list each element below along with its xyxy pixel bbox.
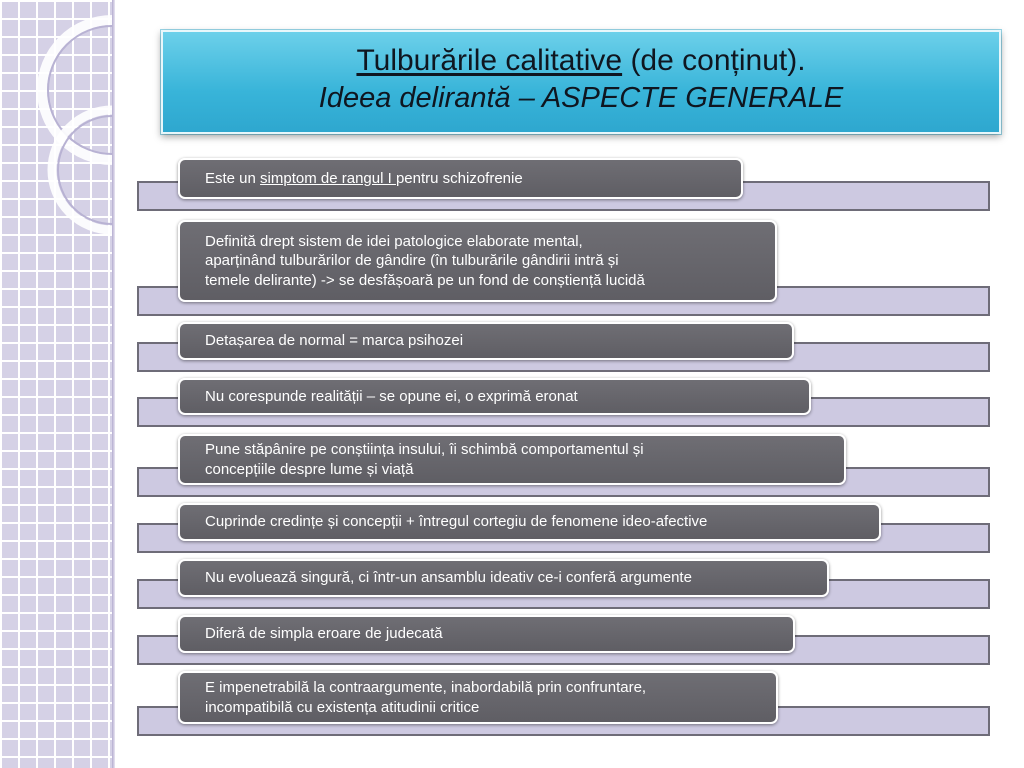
list-item-text: Nu corespunde realității – se opune ei, o exprimă eronat bbox=[205, 387, 578, 405]
list-item-link[interactable]: simptom de rangul I bbox=[260, 169, 396, 187]
list-item bbox=[178, 671, 778, 724]
list-item bbox=[178, 378, 811, 415]
title-rest-part: (de conținut). bbox=[622, 44, 806, 77]
list-item-text: Detașarea de normal = marca psihozei bbox=[205, 332, 464, 350]
list-item-text: Cuprinde credințe și concepții + întregul cortegiu de fenomene ideo-afective bbox=[205, 513, 708, 531]
list-item bbox=[178, 559, 829, 597]
title-underlined-part: Tulburările calitative bbox=[356, 44, 623, 77]
list-item-text: Definită drept sistem de idei patologice elaborate mental, aparținând tulburărilor de gândire (în tulburările gândirii intră și temele delirante) -> se desfășoară pe un fond de conștiență lucidă bbox=[205, 232, 645, 289]
list-item bbox=[178, 615, 795, 653]
list-item bbox=[178, 158, 743, 199]
list-item-text: Nu evoluează singură, ci într-un ansamblu ideativ ce-i conferă argumente bbox=[205, 569, 692, 587]
list-item bbox=[178, 503, 881, 541]
list-item-text: Pune stăpânire pe conștiința insului, îi schimbă comportamentul și concepțiile despre lume și viață bbox=[205, 441, 644, 478]
list-item-text: Diferă de simpla eroare de judecată bbox=[205, 625, 443, 643]
list-item bbox=[178, 220, 777, 302]
slide-subtitle: Ideea delirantă – ASPECTE GENERALE bbox=[318, 82, 844, 114]
list-item-text: Este un simptom de rangul I pentru schizofrenie bbox=[205, 169, 523, 187]
list-item-text: E impenetrabilă la contraargumente, inabordabilă prin confruntare, incompatibilă cu existența atitudinii critice bbox=[205, 679, 647, 716]
list-item bbox=[178, 322, 794, 360]
list-item bbox=[178, 434, 846, 485]
